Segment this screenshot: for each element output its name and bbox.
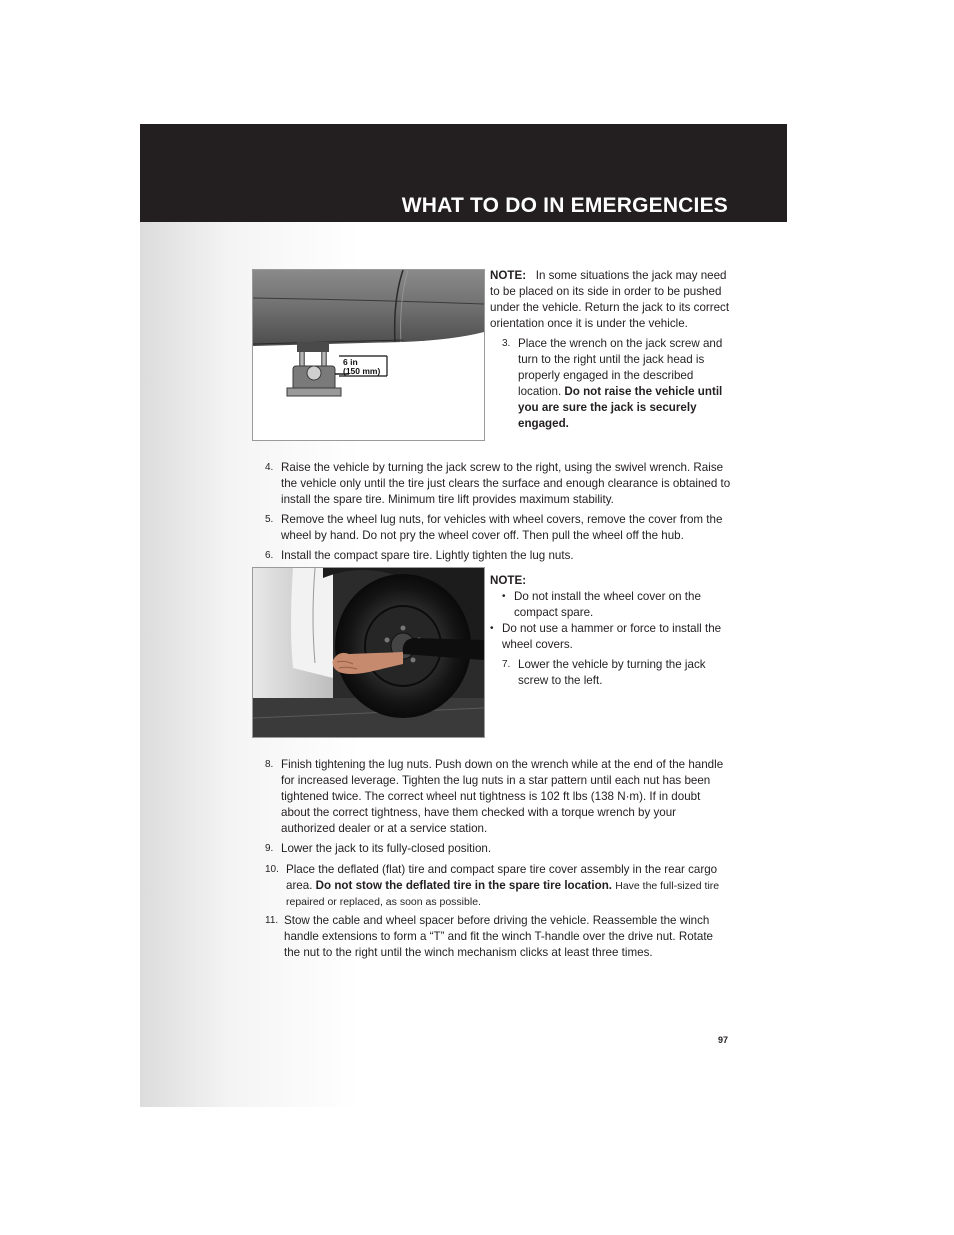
step-text: Raise the vehicle by turning the jack screw to the right, using the swivel wrench. Raise the vehicle only until the tire just clears the surface and enough clearance is obtained to install the spare tire. Minimum tire lift provides maximum stability. bbox=[281, 461, 731, 506]
lift-height-callout-value: 6 in bbox=[343, 357, 358, 367]
step-warning: Do not stow the deflated tire in the spare tire location. bbox=[315, 879, 612, 892]
jack-orientation-note bbox=[490, 268, 730, 332]
step-number: 8. bbox=[265, 759, 274, 770]
step-text: Lower the jack to its fully-closed position. bbox=[281, 842, 492, 855]
step-text: Lower the vehicle by turning the jack screw to the left. bbox=[518, 658, 706, 687]
lift-height-callout-metric: (150 mm) bbox=[343, 366, 381, 376]
step-9 bbox=[265, 841, 731, 857]
step-4 bbox=[265, 460, 731, 508]
step-6 bbox=[265, 548, 731, 564]
step-7 bbox=[502, 657, 726, 689]
bullet-text: Do not use a hammer or force to install the wheel covers. bbox=[502, 622, 722, 651]
step-number: 3. bbox=[502, 338, 511, 349]
step-text: Place the deflated (flat) tire and compact spare tire cover assembly in the rear cargo area. bbox=[286, 863, 718, 892]
spare-tire-install-figure bbox=[252, 567, 485, 738]
section-header bbox=[140, 124, 787, 222]
step-text: Install the compact spare tire. Lightly tighten the lug nuts. bbox=[281, 549, 574, 562]
page-number: 97 bbox=[718, 1035, 729, 1045]
bullet-glyph: • bbox=[502, 591, 506, 602]
note-bullet bbox=[490, 621, 730, 653]
step-number: 5. bbox=[265, 514, 274, 525]
bullet-text: Do not install the wheel cover on the compact spare. bbox=[514, 590, 701, 619]
section-title: WHAT TO DO IN EMERGENCIES bbox=[401, 194, 728, 217]
step-text: Place the wrench on the jack screw and turn to the right until the jack head is properly engaged in the described location. bbox=[518, 337, 723, 398]
jack-placement-illustration bbox=[253, 270, 484, 440]
step-5 bbox=[265, 512, 731, 544]
step-tail: Have the full-sized tire repaired or replaced, as soon as possible. bbox=[286, 880, 720, 908]
step-text: Finish tightening the lug nuts. Push down on the wrench while at the end of the handle for increased leverage. Tighten the lug nuts in a star pattern until each nut has been tightened twice. The correct wheel nut tightness is 102 ft lbs (138 N·m). If in doubt about the correct tightness, have them checked with a torque wrench by your authorized dealer or at a service station. bbox=[281, 758, 724, 835]
note-text: In some situations the jack may need to be placed on its side in order to be pushed under the vehicle. Return the jack to its correct orientation once it is under the vehicle. bbox=[490, 269, 730, 330]
note-bullet bbox=[502, 589, 730, 621]
note-label: NOTE: bbox=[490, 574, 527, 587]
step-number: 7. bbox=[502, 659, 511, 670]
step-8 bbox=[265, 757, 731, 837]
wheel-cover-note bbox=[490, 573, 730, 653]
step-number: 11. bbox=[265, 915, 279, 926]
step-text: Remove the wheel lug nuts, for vehicles with wheel covers, remove the cover from the wheel by hand. Do not pry the wheel cover off. Then pull the wheel off the hub. bbox=[281, 513, 723, 542]
step-10 bbox=[265, 862, 731, 910]
step-11 bbox=[265, 913, 731, 961]
step-text: Stow the cable and wheel spacer before driving the vehicle. Reassemble the winch handle extensions to form a “T” and fit the winch T-handle over the drive nut. Rotate the nut to the right until the winch mechanism clicks at least three times. bbox=[284, 914, 713, 959]
step-number: 9. bbox=[265, 843, 274, 854]
step-number: 4. bbox=[265, 462, 274, 473]
spare-tire-install-photo bbox=[253, 568, 484, 737]
bullet-glyph: • bbox=[490, 623, 494, 634]
step-3 bbox=[502, 336, 726, 432]
jack-placement-figure bbox=[252, 269, 485, 441]
step-number: 10. bbox=[265, 864, 279, 875]
note-label: NOTE: bbox=[490, 269, 527, 282]
step-number: 6. bbox=[265, 550, 274, 561]
step-warning: Do not raise the vehicle until you are sure the jack is securely engaged. bbox=[518, 385, 723, 430]
